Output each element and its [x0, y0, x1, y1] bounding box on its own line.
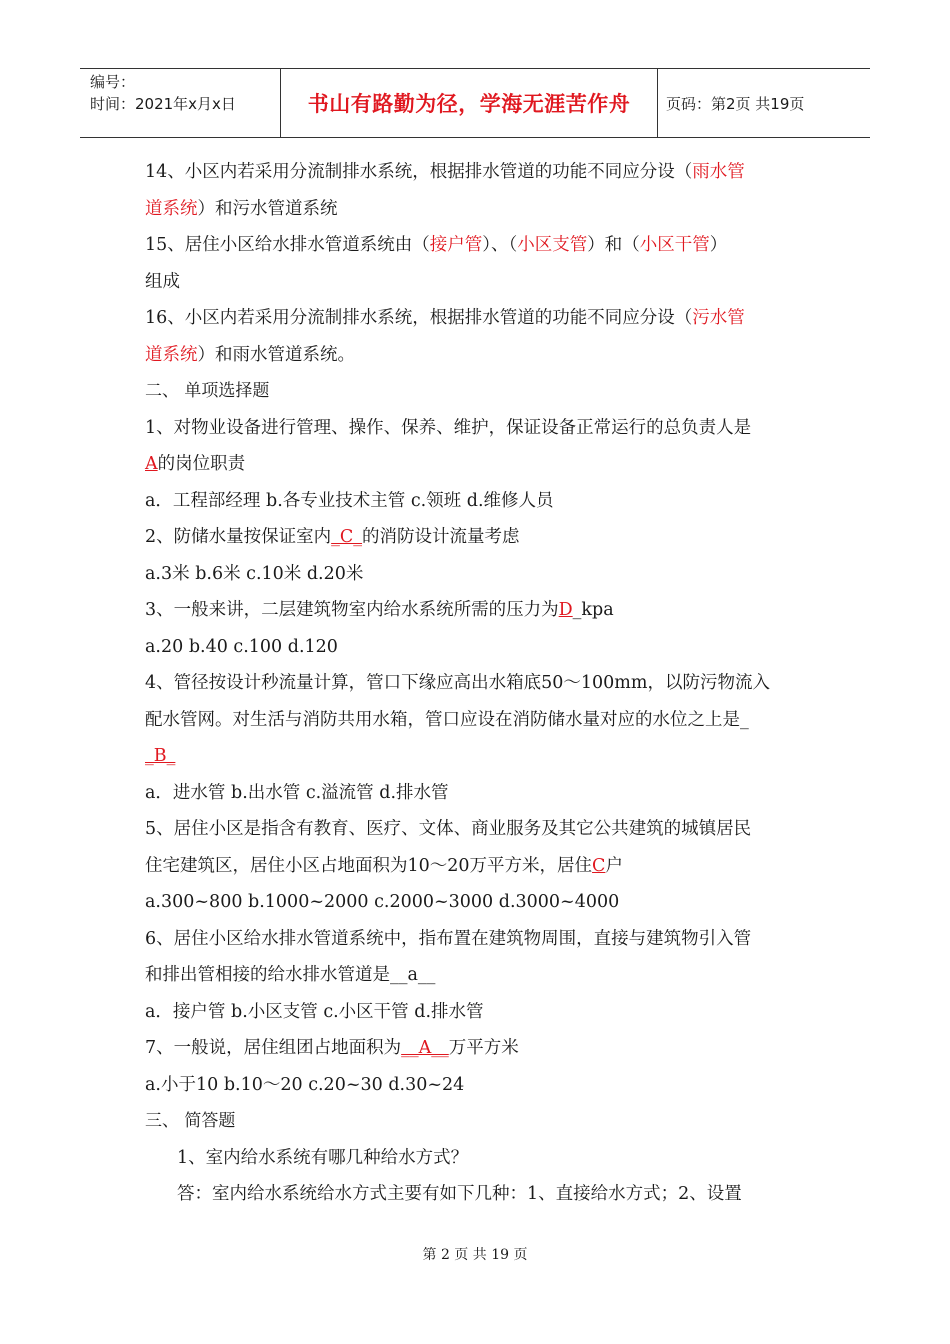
answer: C — [592, 855, 606, 876]
answer: 雨水管 — [692, 162, 745, 182]
number-label: 编号： — [90, 73, 136, 91]
choice-question-7: 7、一般说，居住组团占地面积为__A__万平方米 — [145, 1038, 519, 1058]
choice-options: a.3米 b.6米 c.10米 d.20米 — [145, 563, 364, 584]
choice-question-6: 6、居住小区给水排水管道系统中，指布置在建筑物周围，直接与建筑物引入管 — [145, 928, 752, 949]
answer: 道系统 — [145, 198, 198, 219]
choice-options: a．进水管 b.出水管 c.溢流管 d.排水管 — [145, 782, 449, 803]
answer: 接户管 — [429, 235, 483, 255]
choice-question-5: 5、居住小区是指含有教育、医疗、文体、商业服务及其它公共建筑的城镇居民 — [145, 819, 752, 839]
answer: _B_ — [145, 746, 176, 766]
answer: 小区支管 — [517, 235, 588, 255]
header-page-label: 页码：第2页 共19页 — [666, 94, 805, 113]
date-label: 时间：2021年x月x日 — [90, 95, 236, 113]
answer: A — [145, 454, 158, 474]
answer: D — [558, 600, 573, 620]
choice-options: a.小于10 b.10～20 c.20~30 d.30~24 — [145, 1074, 465, 1095]
choice-options: a．接户管 b.小区支管 c.小区干管 d.排水管 — [145, 1001, 484, 1022]
choice-question-1: 1、对物业设备进行管理、操作、保养、维护，保证设备正常运行的总负责人是 — [145, 417, 752, 438]
section-heading: 二、 单项选择题 — [145, 381, 270, 401]
short-question-1: 1、室内给水系统有哪几种给水方式？ — [177, 1147, 469, 1168]
answer: 污水管 — [692, 308, 745, 328]
answer: 道系统 — [145, 344, 198, 365]
short-answer-1: 答：室内给水系统给水方式主要有如下几种：1、直接给水方式；2、设置 — [177, 1184, 742, 1204]
header-motto: 书山有路勤为径，学海无涯苦作舟 — [281, 69, 658, 137]
choice-question-4: 4、管径按设计秒流量计算，管口下缘应高出水箱底50～100mm，以防污物流入 — [145, 673, 770, 693]
choice-question-2: 2、防储水量按保证室内_C_的消防设计流量考虑 — [145, 527, 520, 547]
page-header — [80, 68, 870, 138]
choice-options: a.20 b.40 c.100 d.120 — [145, 636, 338, 657]
section-heading: 三、 简答题 — [145, 1111, 236, 1131]
fill-question-16: 16、小区内若采用分流制排水系统，根据排水管道的功能不同应分设（污水管 — [145, 308, 745, 328]
fill-question-14: 14、小区内若采用分流制排水系统，根据排水管道的功能不同应分设（雨水管 — [145, 162, 745, 182]
document-body: 14、小区内若采用分流制排水系统，根据排水管道的功能不同应分设（雨水管 道系统）和污水管道系统 15、居住小区给水排水管道系统由（接户管）、（小区支管）和（小区干管） 组成 16、小区内若采用分流制排水系统，根据排水管道的功能不同应分设（污水管 道系统）和雨水管道系统。 二、 单项选择题 1、对物业设备进行管理、操作、保养、维护，保证设备正常运行的总负责人是 A的岗位职责 a．工程部经理 b.各专业技术主管 c.领班 d.维修人员 2、防储水量按保证室内_C_的消防设计流量考虑 a.3米 b.6米 c.10米 d.20米 3、一般来讲，二层建筑物室内给水系统所需的压力为D_kpa a.20 b.40 c.100 d.120 4、管径按设计秒流量计算，管口下缘应高出水箱底50～100mm，以防污物流入 配水管网。对生活与消防共用水箱，管口应设在消防储水量对应的水位之上是_ _B_ a．进水管 b.出水管 c.溢流管 d.排水管 5、居住小区是指含有教育、医疗、文体、商业服务及其它公共建筑的城镇居民 住宅建筑区，居住小区占地面积为10～20万平方米，居住C户 a.300~800 b.1000~2000 c.2000~3000 d.3000~4000 6、居住小区给水排水管道系统中，指布置在建筑物周围，直接与建筑物引入管 和排出管相接的给水排水管道是__a__ a．接户管 b.小区支管 c.小区干管 d.排水管 7、一般说，居住组团占地面积为__A__万平方米 a.小于10 b.10～20 c.20~30 d.30~24 三、 简答题 1、室内给水系统有哪几种给水方式？ 答：室内给水系统给水方式主要有如下几种：1、直接给水方式；2、设置 — [145, 154, 810, 1213]
choice-question-3: 3、一般来讲，二层建筑物室内给水系统所需的压力为D_kpa — [145, 600, 614, 620]
header-meta — [80, 69, 281, 137]
answer: __A__ — [401, 1038, 449, 1058]
answer: _C_ — [331, 527, 363, 547]
choice-options: a.300~800 b.1000~2000 c.2000~3000 d.3000~4000 — [145, 892, 620, 912]
answer: 小区干管 — [639, 235, 710, 255]
fill-question-15: 15、居住小区给水排水管道系统由（接户管）、（小区支管）和（小区干管） — [145, 235, 728, 255]
choice-options: a．工程部经理 b.各专业技术主管 c.领班 d.维修人员 — [145, 490, 554, 511]
page-footer: 第 2 页 共 19 页 — [422, 1247, 528, 1263]
